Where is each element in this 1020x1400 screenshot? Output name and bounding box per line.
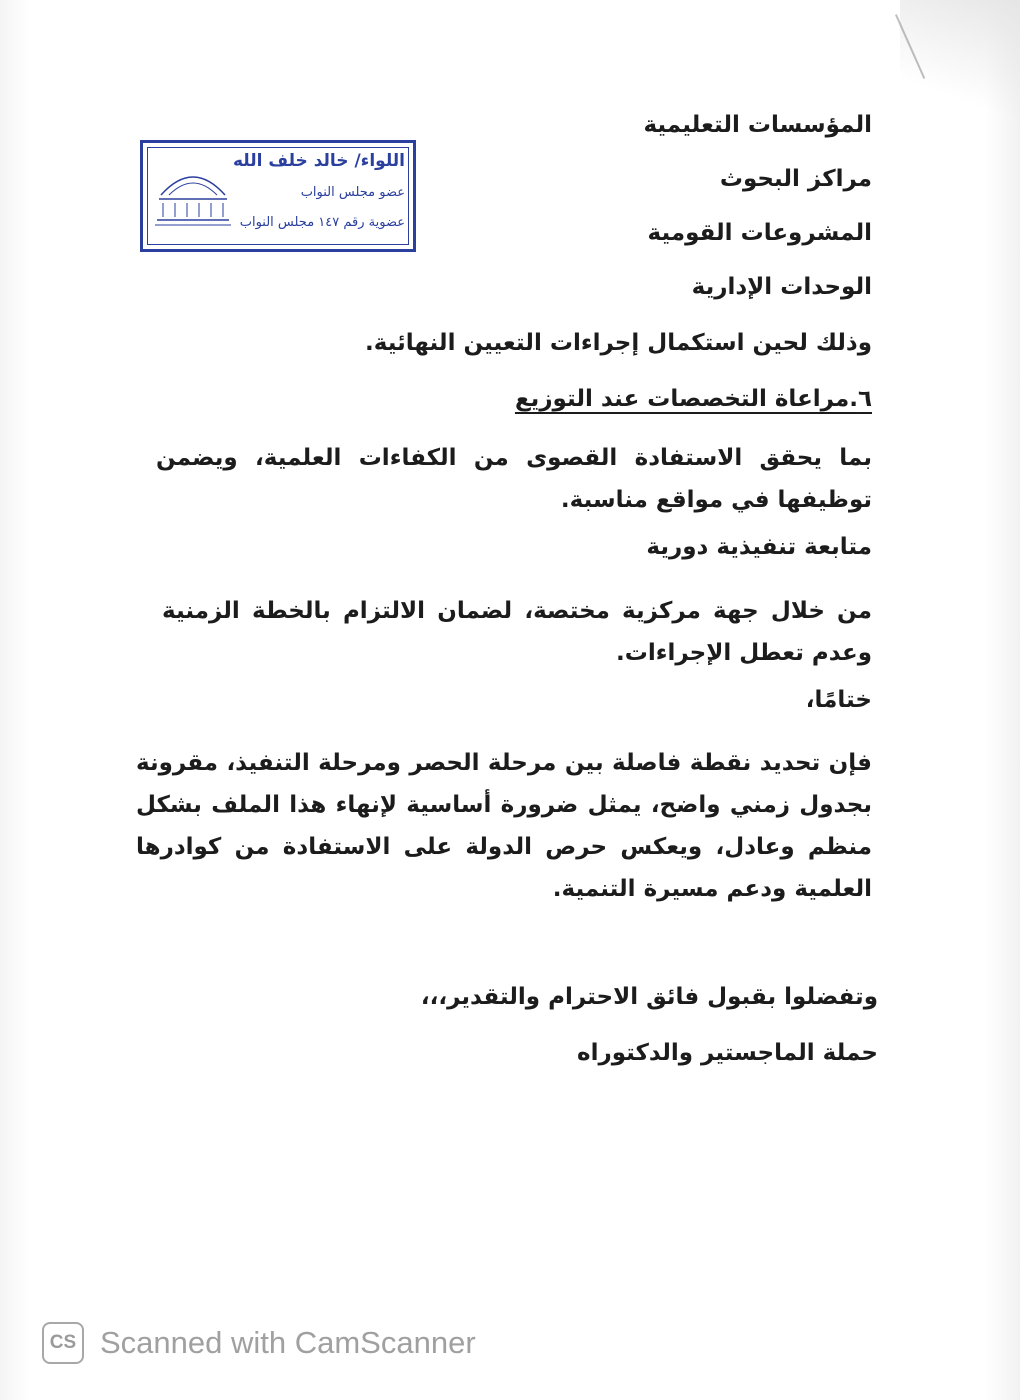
- page-edge-shadow: [900, 0, 1020, 160]
- item6-heading: ٦.مراعاة التخصصات عند التوزيع: [514, 386, 872, 412]
- list-item-administrative-units: الوحدات الإدارية: [691, 274, 872, 300]
- watermark-text: Scanned with CamScanner: [100, 1325, 476, 1360]
- list-item-educational-institutions: المؤسسات التعليمية: [643, 112, 872, 138]
- item6-paragraph: بما يحقق الاستفادة القصوى من الكفاءات العلمية، ويضمن توظيفها في مواقع مناسبة.: [156, 445, 872, 513]
- until-final-appointment-text: وذلك لحين استكمال إجراءات التعيين النهائية.: [365, 330, 872, 356]
- followup-heading: متابعة تنفيذية دورية: [646, 534, 872, 560]
- camscanner-watermark: [42, 1320, 476, 1366]
- stamp-name: اللواء/ خالد خلف الله: [232, 151, 405, 171]
- camscanner-logo-icon: CS: [42, 1322, 84, 1364]
- stamp-membership: عضوية رقم ١٤٧ مجلس النواب: [239, 215, 405, 230]
- followup-paragraph: من خلال جهة مركزية مختصة، لضمان الالتزام بالخطة الزمنية وعدم تعطل الإجراءات.: [162, 598, 872, 666]
- signature-line: حملة الماجستير والدكتوراه: [577, 1040, 878, 1066]
- parliament-emblem-icon: [153, 155, 233, 245]
- list-item-national-projects: المشروعات القومية: [647, 220, 872, 246]
- list-item-research-centers: مراكز البحوث: [719, 166, 872, 192]
- closing-paragraph: فإن تحديد نقطة فاصلة بين مرحلة الحصر ومرحلة التنفيذ، مقرونة بجدول زمني واضح، يمثل ضرورة أساسية لإنهاء هذا الملف بشكل منظم وعادل، ويعكس حرص الدولة على الاستفادة من كوادرها العلمية ودعم مسيرة التنمية.: [136, 750, 872, 902]
- official-stamp: [140, 140, 416, 252]
- closing-heading: ختامًا،: [805, 687, 872, 713]
- regards-line: وتفضلوا بقبول فائق الاحترام والتقدير،،،: [420, 984, 878, 1010]
- stamp-title: عضو مجلس النواب: [300, 185, 405, 200]
